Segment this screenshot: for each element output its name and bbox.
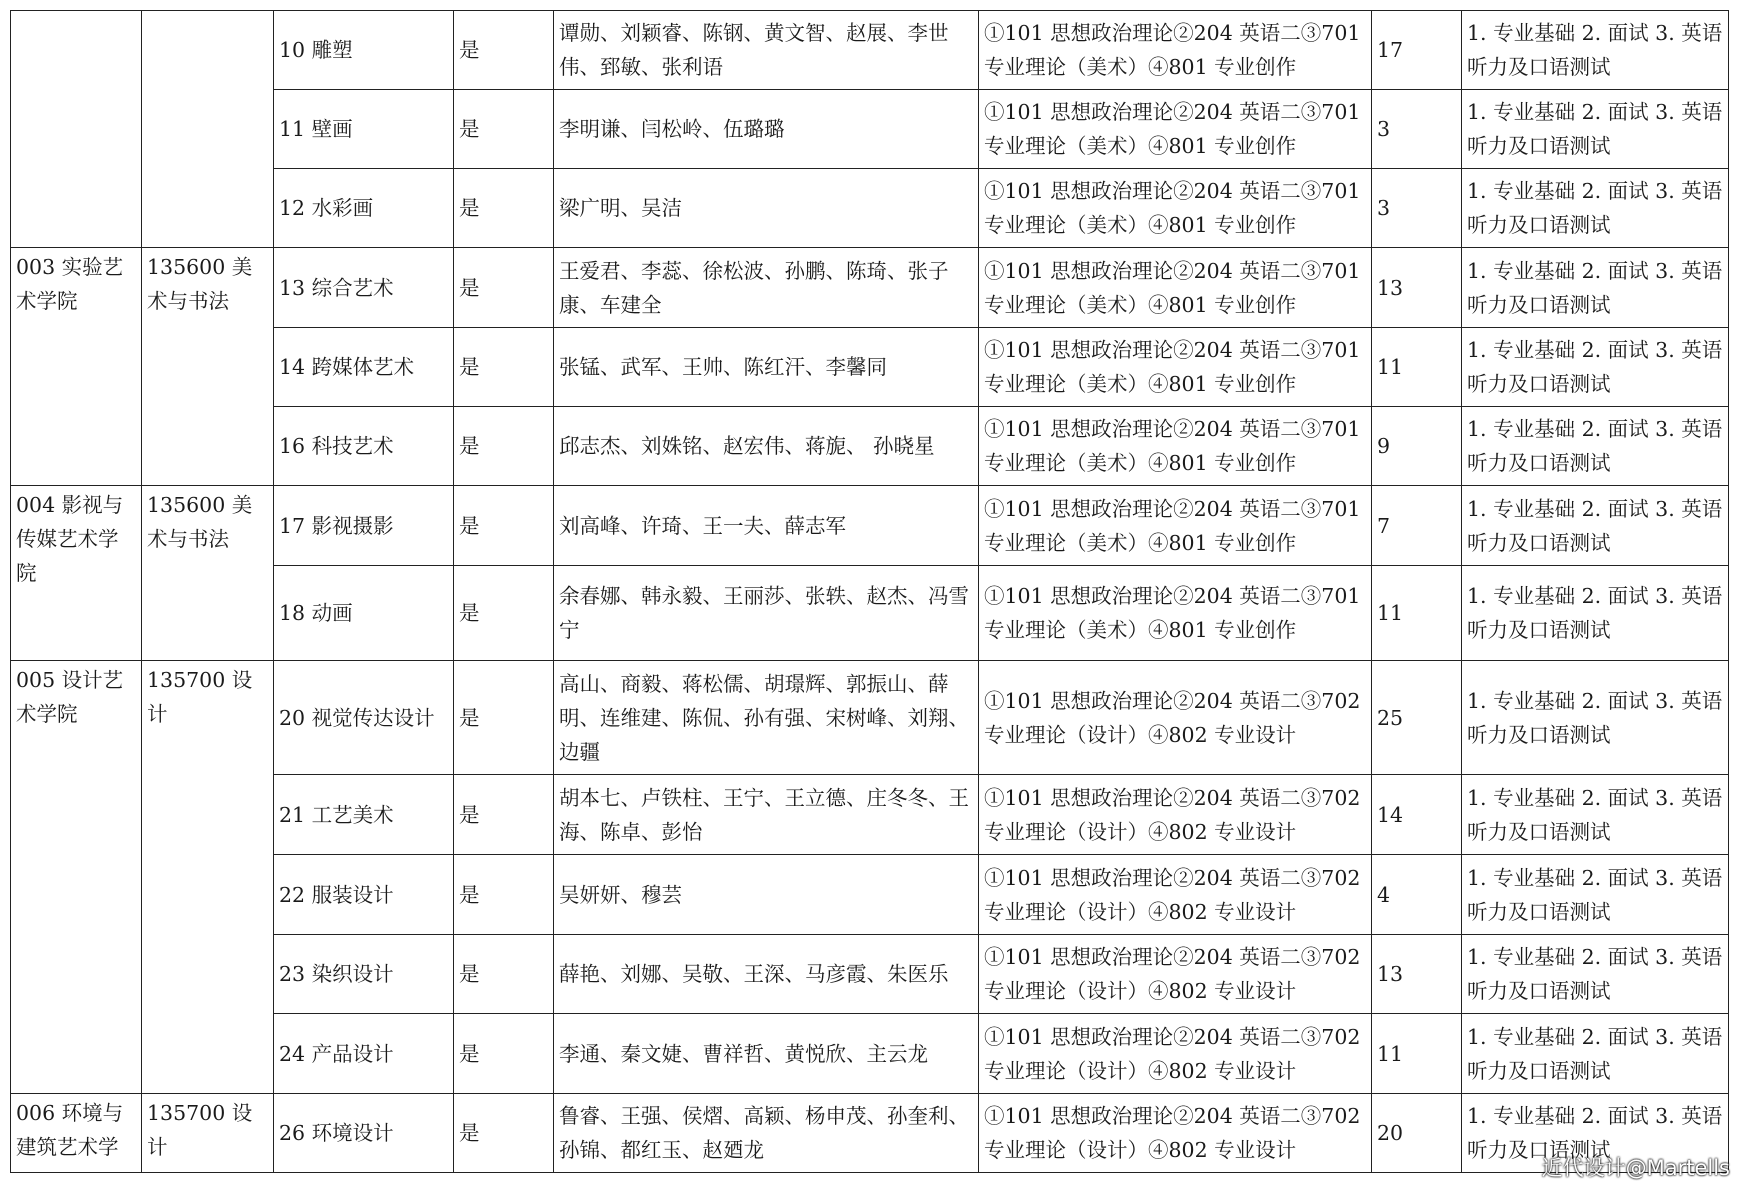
exam-subjects-cell: ①101 思想政治理论②204 英语二③702 专业理论（设计）④802 专业设计 xyxy=(979,661,1372,775)
major-cell: 135700 设计 xyxy=(142,661,274,1094)
quota-cell: 7 xyxy=(1372,486,1462,566)
supervisors-cell: 余春娜、韩永毅、王丽莎、张轶、赵杰、冯雪宁 xyxy=(554,566,979,661)
direction-cell: 10 雕塑 xyxy=(274,11,454,90)
supervisors-cell: 张锰、武军、王帅、陈红汗、李馨同 xyxy=(554,328,979,407)
retest-cell: 1. 专业基础 2. 面试 3. 英语听力及口语测试 xyxy=(1462,248,1729,328)
exam-subjects-cell: ①101 思想政治理论②204 英语二③701 专业理论（美术）④801 专业创作 xyxy=(979,566,1372,661)
direction-cell: 14 跨媒体艺术 xyxy=(274,328,454,407)
direction-cell: 18 动画 xyxy=(274,566,454,661)
quota-cell: 11 xyxy=(1372,1014,1462,1094)
retest-cell: 1. 专业基础 2. 面试 3. 英语听力及口语测试 xyxy=(1462,661,1729,775)
exam-subjects-cell: ①101 思想政治理论②204 英语二③702 专业理论（设计）④802 专业设计 xyxy=(979,855,1372,935)
supervisors-cell: 鲁睿、王强、侯熠、高颖、杨申茂、孙奎利、孙锦、都红玉、赵廼龙 xyxy=(554,1094,979,1173)
supervisors-cell: 李明谦、闫松岭、伍璐璐 xyxy=(554,90,979,169)
flag-cell: 是 xyxy=(454,1094,554,1173)
direction-cell: 16 科技艺术 xyxy=(274,407,454,486)
quota-cell: 25 xyxy=(1372,661,1462,775)
retest-cell: 1. 专业基础 2. 面试 3. 英语听力及口语测试 xyxy=(1462,1094,1729,1173)
flag-cell: 是 xyxy=(454,486,554,566)
retest-cell: 1. 专业基础 2. 面试 3. 英语听力及口语测试 xyxy=(1462,775,1729,855)
admissions-table xyxy=(10,10,1729,1173)
major-cell: 135700 设计 xyxy=(142,1094,274,1173)
college-cell: 004 影视与传媒艺术学院 xyxy=(11,486,142,661)
flag-cell: 是 xyxy=(454,935,554,1014)
supervisors-cell: 高山、商毅、蒋松儒、胡璟辉、郭振山、薛明、连维建、陈侃、孙有强、宋树峰、刘翔、边疆 xyxy=(554,661,979,775)
retest-cell: 1. 专业基础 2. 面试 3. 英语听力及口语测试 xyxy=(1462,11,1729,90)
direction-cell: 26 环境设计 xyxy=(274,1094,454,1173)
exam-subjects-cell: ①101 思想政治理论②204 英语二③701 专业理论（美术）④801 专业创作 xyxy=(979,407,1372,486)
table-row xyxy=(11,11,1729,90)
flag-cell: 是 xyxy=(454,90,554,169)
table-row xyxy=(11,661,1729,775)
retest-cell: 1. 专业基础 2. 面试 3. 英语听力及口语测试 xyxy=(1462,1014,1729,1094)
flag-cell: 是 xyxy=(454,566,554,661)
retest-cell: 1. 专业基础 2. 面试 3. 英语听力及口语测试 xyxy=(1462,169,1729,248)
retest-cell: 1. 专业基础 2. 面试 3. 英语听力及口语测试 xyxy=(1462,90,1729,169)
supervisors-cell: 李通、秦文婕、曹祥哲、黄悦欣、主云龙 xyxy=(554,1014,979,1094)
direction-cell: 17 影视摄影 xyxy=(274,486,454,566)
supervisors-cell: 薛艳、刘娜、吴敬、王深、马彦霞、朱医乐 xyxy=(554,935,979,1014)
flag-cell: 是 xyxy=(454,855,554,935)
table-row xyxy=(11,486,1729,566)
quota-cell: 11 xyxy=(1372,328,1462,407)
exam-subjects-cell: ①101 思想政治理论②204 英语二③702 专业理论（设计）④802 专业设计 xyxy=(979,1014,1372,1094)
direction-cell: 24 产品设计 xyxy=(274,1014,454,1094)
major-cell: 135600 美术与书法 xyxy=(142,248,274,486)
supervisors-cell: 胡本七、卢铁柱、王宁、王立德、庄冬冬、王海、陈卓、彭怡 xyxy=(554,775,979,855)
flag-cell: 是 xyxy=(454,775,554,855)
supervisors-cell: 邱志杰、刘姝铭、赵宏伟、蒋旎、 孙晓星 xyxy=(554,407,979,486)
direction-cell: 13 综合艺术 xyxy=(274,248,454,328)
quota-cell: 17 xyxy=(1372,11,1462,90)
direction-cell: 11 壁画 xyxy=(274,90,454,169)
exam-subjects-cell: ①101 思想政治理论②204 英语二③702 专业理论（设计）④802 专业设计 xyxy=(979,1094,1372,1173)
quota-cell: 13 xyxy=(1372,935,1462,1014)
college-cell xyxy=(11,11,142,248)
exam-subjects-cell: ①101 思想政治理论②204 英语二③701 专业理论（美术）④801 专业创作 xyxy=(979,248,1372,328)
supervisors-cell: 王爱君、李蕊、徐松波、孙鹏、陈琦、张子康、车建全 xyxy=(554,248,979,328)
supervisors-cell: 梁广明、吴洁 xyxy=(554,169,979,248)
supervisors-cell: 刘高峰、许琦、王一夫、薛志军 xyxy=(554,486,979,566)
direction-cell: 22 服装设计 xyxy=(274,855,454,935)
supervisors-cell: 谭勋、刘颖睿、陈钢、黄文智、赵展、李世伟、郅敏、张利语 xyxy=(554,11,979,90)
exam-subjects-cell: ①101 思想政治理论②204 英语二③702 专业理论（设计）④802 专业设计 xyxy=(979,935,1372,1014)
direction-cell: 12 水彩画 xyxy=(274,169,454,248)
major-cell: 135600 美术与书法 xyxy=(142,486,274,661)
college-cell: 005 设计艺术学院 xyxy=(11,661,142,1094)
quota-cell: 3 xyxy=(1372,90,1462,169)
quota-cell: 11 xyxy=(1372,566,1462,661)
exam-subjects-cell: ①101 思想政治理论②204 英语二③701 专业理论（美术）④801 专业创作 xyxy=(979,328,1372,407)
retest-cell: 1. 专业基础 2. 面试 3. 英语听力及口语测试 xyxy=(1462,566,1729,661)
flag-cell: 是 xyxy=(454,11,554,90)
college-cell: 006 环境与建筑艺术学 xyxy=(11,1094,142,1173)
table-row xyxy=(11,1094,1729,1173)
exam-subjects-cell: ①101 思想政治理论②204 英语二③701 专业理论（美术）④801 专业创作 xyxy=(979,486,1372,566)
retest-cell: 1. 专业基础 2. 面试 3. 英语听力及口语测试 xyxy=(1462,935,1729,1014)
table-row xyxy=(11,248,1729,328)
retest-cell: 1. 专业基础 2. 面试 3. 英语听力及口语测试 xyxy=(1462,855,1729,935)
flag-cell: 是 xyxy=(454,169,554,248)
exam-subjects-cell: ①101 思想政治理论②204 英语二③701 专业理论（美术）④801 专业创作 xyxy=(979,11,1372,90)
flag-cell: 是 xyxy=(454,661,554,775)
supervisors-cell: 吴妍妍、穆芸 xyxy=(554,855,979,935)
exam-subjects-cell: ①101 思想政治理论②204 英语二③701 专业理论（美术）④801 专业创作 xyxy=(979,90,1372,169)
direction-cell: 20 视觉传达设计 xyxy=(274,661,454,775)
retest-cell: 1. 专业基础 2. 面试 3. 英语听力及口语测试 xyxy=(1462,407,1729,486)
retest-cell: 1. 专业基础 2. 面试 3. 英语听力及口语测试 xyxy=(1462,486,1729,566)
flag-cell: 是 xyxy=(454,1014,554,1094)
college-cell: 003 实验艺术学院 xyxy=(11,248,142,486)
flag-cell: 是 xyxy=(454,328,554,407)
exam-subjects-cell: ①101 思想政治理论②204 英语二③701 专业理论（美术）④801 专业创作 xyxy=(979,169,1372,248)
watermark: 近代设计@Martells xyxy=(1541,1156,1730,1180)
quota-cell: 14 xyxy=(1372,775,1462,855)
quota-cell: 9 xyxy=(1372,407,1462,486)
quota-cell: 13 xyxy=(1372,248,1462,328)
direction-cell: 21 工艺美术 xyxy=(274,775,454,855)
retest-cell: 1. 专业基础 2. 面试 3. 英语听力及口语测试 xyxy=(1462,328,1729,407)
flag-cell: 是 xyxy=(454,407,554,486)
exam-subjects-cell: ①101 思想政治理论②204 英语二③702 专业理论（设计）④802 专业设计 xyxy=(979,775,1372,855)
quota-cell: 4 xyxy=(1372,855,1462,935)
quota-cell: 20 xyxy=(1372,1094,1462,1173)
major-cell xyxy=(142,11,274,248)
flag-cell: 是 xyxy=(454,248,554,328)
direction-cell: 23 染织设计 xyxy=(274,935,454,1014)
quota-cell: 3 xyxy=(1372,169,1462,248)
